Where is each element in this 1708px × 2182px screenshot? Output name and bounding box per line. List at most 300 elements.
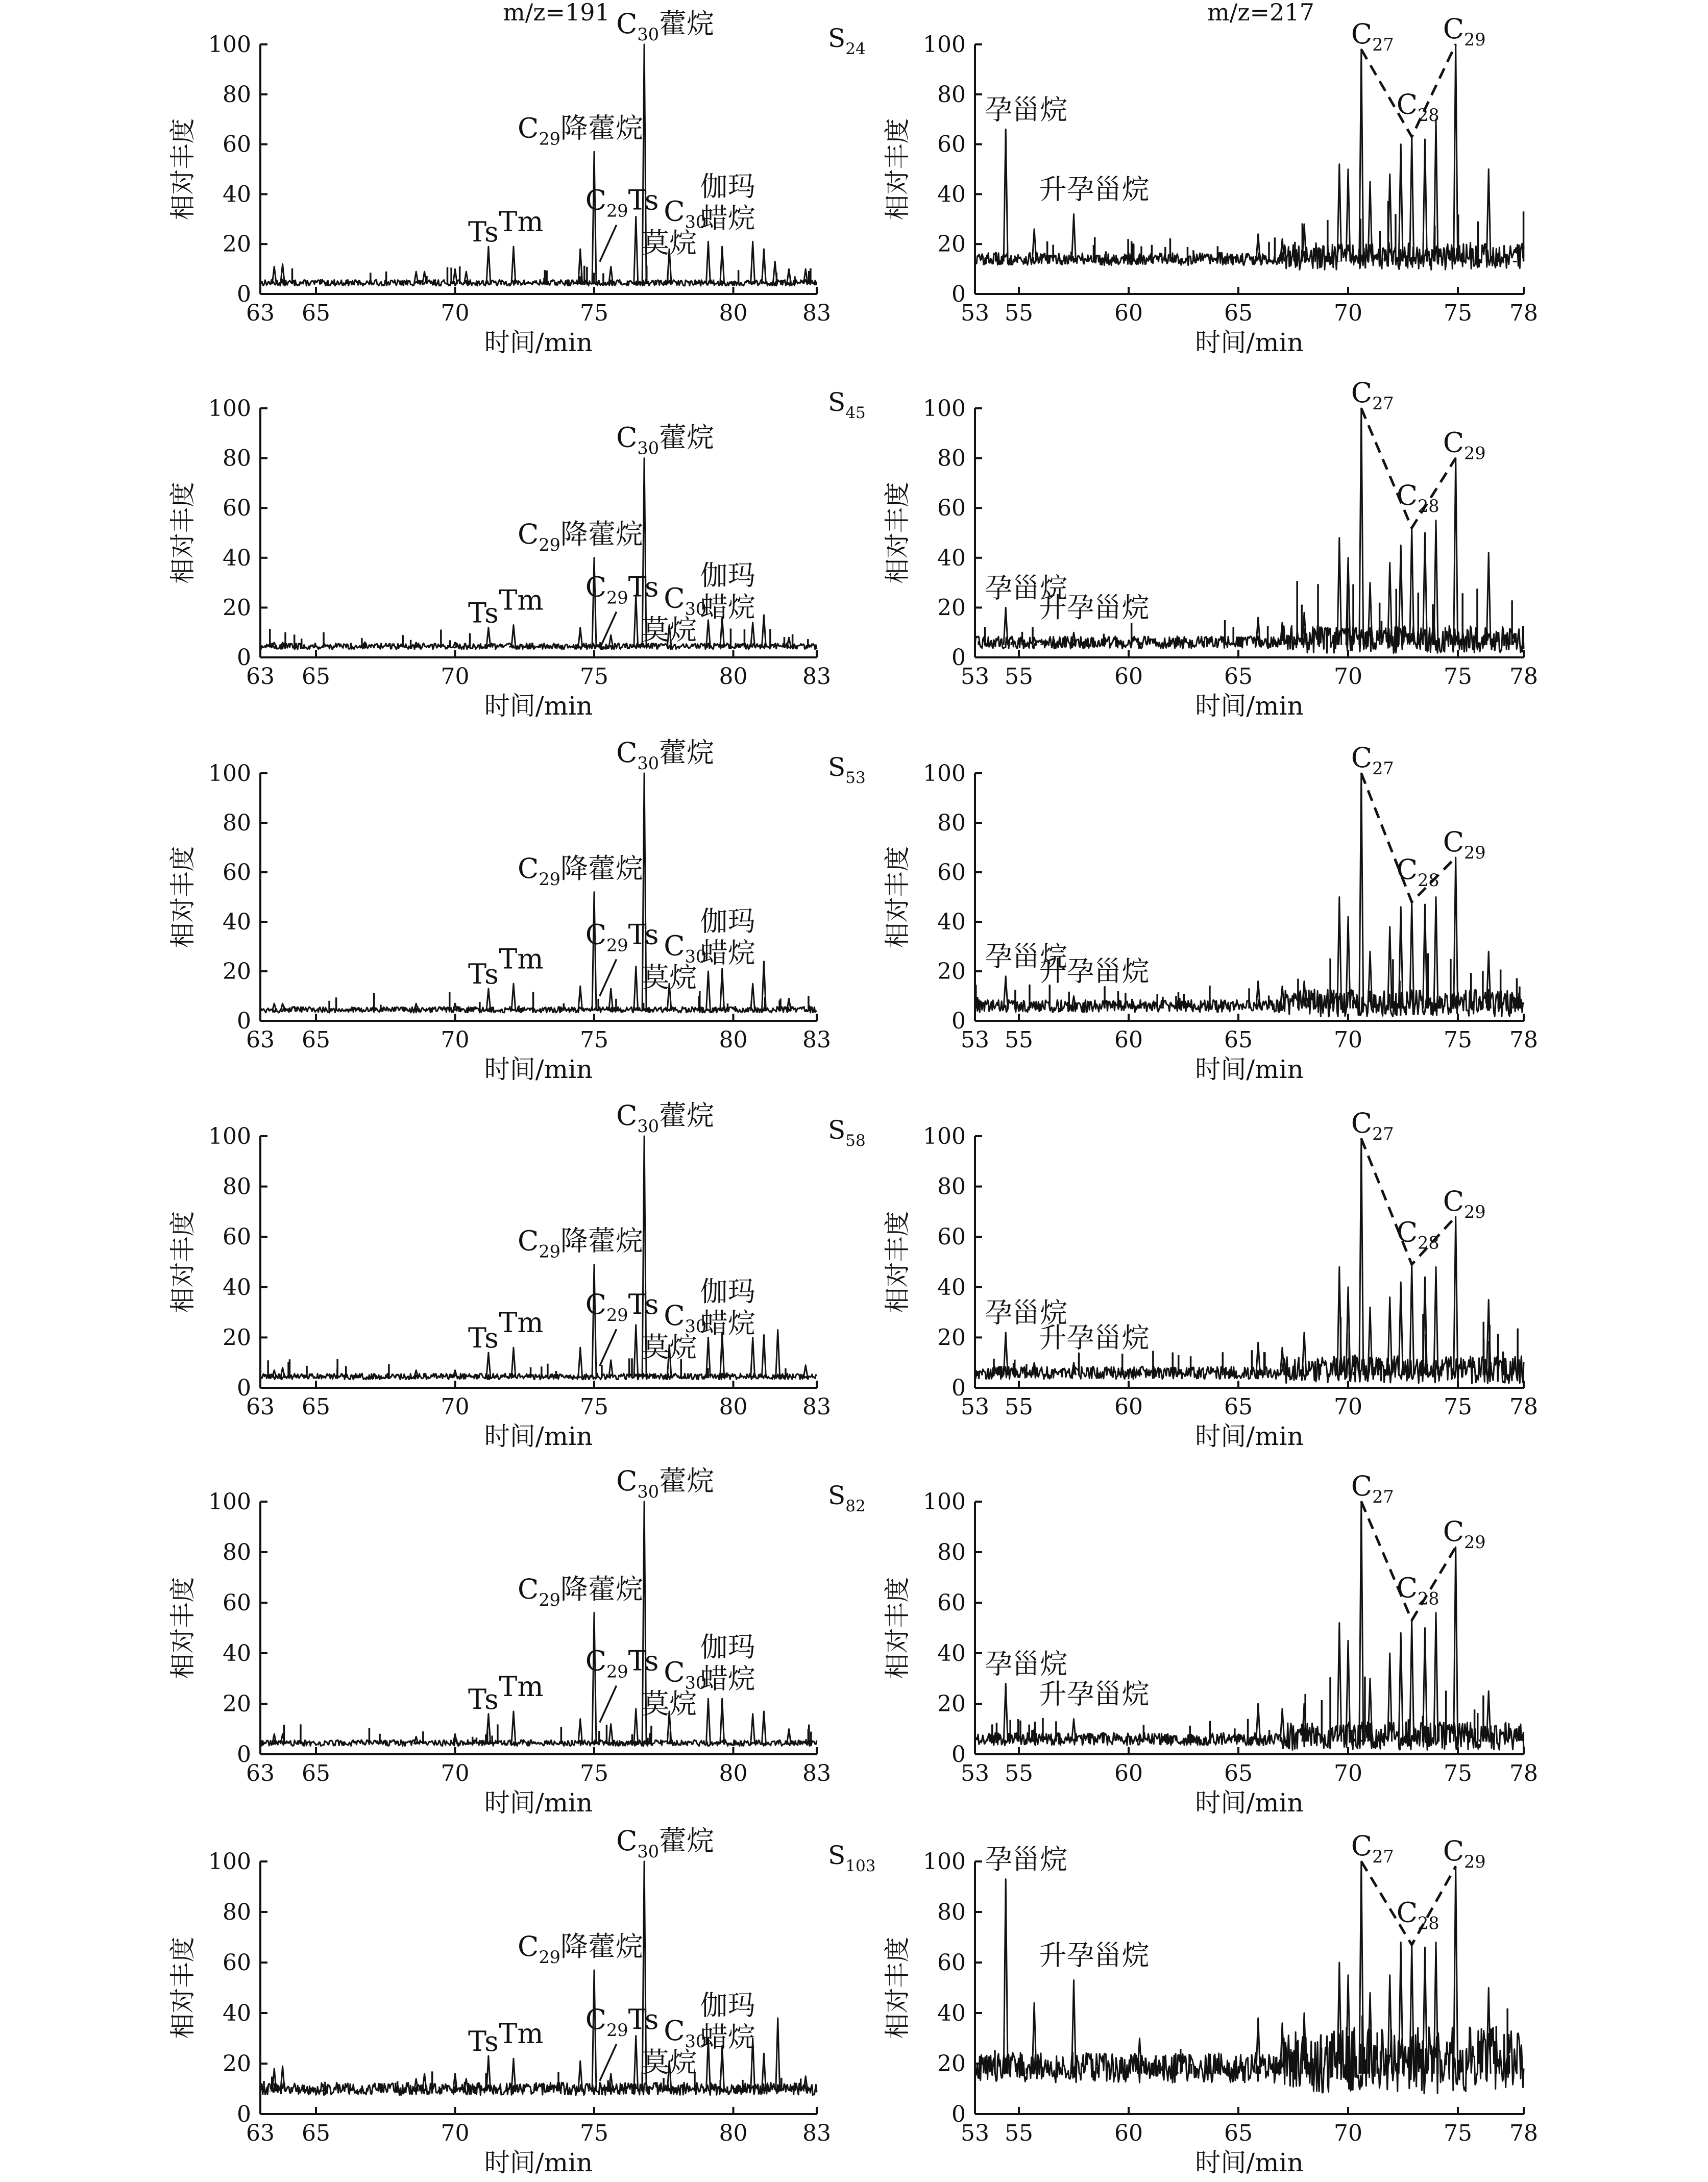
peak bbox=[1337, 1623, 1341, 1742]
y-tick-label: 20 bbox=[937, 959, 966, 985]
label-c27: $C_{27}$ bbox=[1351, 17, 1394, 55]
peak bbox=[1337, 538, 1341, 645]
y-tick-label: 80 bbox=[937, 1539, 966, 1565]
peak bbox=[1004, 976, 1008, 1009]
label-homopregnane: 升孕甾烷 bbox=[1039, 1939, 1150, 1972]
peak bbox=[511, 625, 516, 648]
label-pregnane: 孕甾烷 bbox=[985, 572, 1068, 604]
y-tick-label: 60 bbox=[223, 131, 251, 158]
label-c29-norhopane: $C_{29}$降藿烷 bbox=[518, 1224, 643, 1262]
y-tick-label: 80 bbox=[223, 81, 251, 108]
peak bbox=[1337, 1267, 1341, 1375]
chromatogram-baseline bbox=[975, 1722, 1524, 1750]
peak bbox=[1359, 408, 1363, 645]
label-c29: $C_{29}$ bbox=[1443, 13, 1486, 50]
x-tick-label: 65 bbox=[1224, 1027, 1253, 1053]
peak bbox=[787, 1729, 791, 1745]
peak bbox=[1399, 1282, 1403, 1375]
label-tm: Tm bbox=[499, 2018, 544, 2050]
y-tick-label: 40 bbox=[223, 181, 251, 208]
label-c27: $C_{27}$ bbox=[1351, 1470, 1394, 1507]
label-gammacerane-2: 蜡烷 bbox=[700, 1307, 755, 1340]
y-tick-label: 0 bbox=[951, 645, 966, 671]
label-c29ts: $C_{29}Ts$ bbox=[585, 571, 659, 608]
peak bbox=[511, 984, 516, 1011]
y-tick-label: 40 bbox=[937, 2000, 966, 2026]
x-tick-label: 60 bbox=[1114, 1027, 1143, 1053]
peak bbox=[1072, 1719, 1076, 1742]
y-tick-label: 40 bbox=[937, 1640, 966, 1666]
peak bbox=[592, 1613, 596, 1744]
label-pregnane: 孕甾烷 bbox=[985, 93, 1068, 126]
x-tick-label: 80 bbox=[719, 1760, 748, 1786]
y-tick-label: 60 bbox=[223, 1590, 251, 1616]
label-moretane-name: 莫烷 bbox=[642, 961, 697, 994]
peak bbox=[720, 1699, 724, 1744]
label-c27: $C_{27}$ bbox=[1351, 377, 1394, 413]
label-homopregnane: 升孕甾烷 bbox=[1039, 592, 1150, 624]
peak bbox=[706, 1699, 710, 1744]
label-gammacerane-1: 伽玛 bbox=[700, 905, 755, 938]
y-tick-label: 20 bbox=[223, 1691, 251, 1717]
x-axis-label: 时间/min bbox=[1195, 2148, 1304, 2177]
y-tick-label: 100 bbox=[208, 32, 251, 58]
peak bbox=[453, 269, 457, 284]
peak bbox=[634, 1325, 638, 1378]
label-c29: $C_{29}$ bbox=[1443, 1834, 1486, 1872]
chromatogram-baseline bbox=[975, 242, 1524, 269]
x-tick-label: 75 bbox=[1444, 1027, 1472, 1053]
x-axis-label: 时间/min bbox=[484, 1421, 593, 1451]
x-tick-label: 70 bbox=[1334, 1760, 1362, 1786]
y-tick-label: 0 bbox=[237, 281, 251, 307]
x-tick-label: 70 bbox=[441, 2120, 470, 2146]
y-tick-label: 40 bbox=[937, 181, 966, 208]
x-tick-label: 78 bbox=[1509, 1027, 1538, 1053]
x-tick-label: 78 bbox=[1509, 664, 1538, 690]
y-axis-label: 相对丰度 bbox=[883, 1211, 912, 1313]
peak bbox=[578, 1347, 582, 1378]
peak bbox=[1423, 904, 1427, 1009]
label-c27: $C_{27}$ bbox=[1351, 1107, 1394, 1144]
chromatogram-baseline bbox=[260, 1740, 817, 1746]
leader-line bbox=[600, 1686, 617, 1723]
peak bbox=[1399, 1633, 1403, 1742]
x-tick-label: 75 bbox=[580, 1394, 608, 1420]
x-axis-label: 时间/min bbox=[1195, 328, 1304, 357]
x-tick-label: 65 bbox=[302, 1394, 330, 1420]
peak bbox=[592, 152, 596, 284]
y-axis-label: 相对丰度 bbox=[168, 1936, 198, 2039]
peak bbox=[1256, 2018, 1260, 2074]
x-tick-label: 83 bbox=[802, 1394, 831, 1420]
y-axis-label: 相对丰度 bbox=[168, 1577, 198, 1679]
x-tick-label: 75 bbox=[580, 2120, 608, 2146]
y-tick-label: 80 bbox=[937, 1173, 966, 1200]
peak bbox=[511, 1711, 516, 1744]
x-axis-label: 时间/min bbox=[1195, 1055, 1304, 1084]
x-axis-label: 时间/min bbox=[484, 691, 593, 721]
y-tick-label: 80 bbox=[937, 1899, 966, 1925]
chart-S24-mz191 bbox=[168, 8, 866, 357]
label-c28: $C_{28}$ bbox=[1396, 1572, 1439, 1609]
peak bbox=[486, 989, 491, 1011]
label-c28: $C_{28}$ bbox=[1396, 853, 1439, 891]
label-tm: Tm bbox=[499, 1307, 544, 1339]
y-tick-label: 100 bbox=[208, 396, 251, 422]
label-homopregnane: 升孕甾烷 bbox=[1039, 1321, 1150, 1354]
peak bbox=[762, 1335, 766, 1378]
peak bbox=[1256, 1342, 1260, 1375]
label-gammacerane-1: 伽玛 bbox=[700, 170, 755, 203]
label-pregnane: 孕甾烷 bbox=[985, 1648, 1068, 1680]
y-tick-label: 100 bbox=[923, 1849, 966, 1875]
x-tick-label: 65 bbox=[1224, 1760, 1253, 1786]
x-tick-label: 60 bbox=[1114, 664, 1143, 690]
mz-title-right: m/z=217 bbox=[1207, 0, 1314, 26]
chart-S53-mz217 bbox=[883, 742, 1538, 1084]
label-c27: $C_{27}$ bbox=[1351, 742, 1394, 778]
peak bbox=[1337, 897, 1341, 1009]
label-pregnane: 孕甾烷 bbox=[985, 1296, 1068, 1329]
label-c29-norhopane: $C_{29}$降藿烷 bbox=[518, 1573, 643, 1610]
label-c30-hopane: $C_{30}$藿烷 bbox=[616, 421, 715, 458]
x-tick-label: 65 bbox=[302, 300, 330, 326]
label-ts: Ts bbox=[468, 597, 499, 629]
y-tick-label: 40 bbox=[223, 909, 251, 935]
x-tick-label: 80 bbox=[719, 300, 748, 326]
label-c29: $C_{29}$ bbox=[1443, 1185, 1486, 1222]
y-tick-label: 80 bbox=[223, 1173, 251, 1200]
label-gammacerane-1: 伽玛 bbox=[700, 1276, 755, 1308]
y-tick-label: 40 bbox=[223, 2000, 251, 2026]
y-tick-label: 100 bbox=[208, 1849, 251, 1875]
peak bbox=[1454, 1867, 1458, 2074]
y-axis-label: 相对丰度 bbox=[883, 482, 912, 584]
y-tick-label: 100 bbox=[923, 1489, 966, 1515]
peak bbox=[1486, 553, 1491, 645]
x-tick-label: 53 bbox=[961, 1760, 989, 1786]
y-tick-label: 100 bbox=[208, 761, 251, 787]
peak bbox=[1434, 897, 1438, 1009]
chart-S58-mz191 bbox=[168, 1099, 866, 1451]
y-tick-label: 80 bbox=[937, 445, 966, 472]
leader-line bbox=[600, 1329, 617, 1366]
x-tick-label: 83 bbox=[802, 1027, 831, 1053]
peak bbox=[1399, 144, 1403, 262]
y-axis-label: 相对丰度 bbox=[883, 846, 912, 948]
x-tick-label: 63 bbox=[246, 300, 275, 326]
y-tick-label: 100 bbox=[923, 761, 966, 787]
label-c29ts: $C_{29}Ts$ bbox=[585, 2003, 659, 2040]
y-tick-label: 80 bbox=[223, 1539, 251, 1565]
label-moretane-name: 莫烷 bbox=[642, 614, 697, 646]
label-c28: $C_{28}$ bbox=[1396, 479, 1439, 517]
peak bbox=[486, 247, 491, 284]
peak bbox=[1454, 44, 1458, 261]
x-tick-label: 65 bbox=[302, 664, 330, 690]
x-tick-label: 75 bbox=[1444, 1394, 1472, 1420]
x-tick-label: 70 bbox=[441, 1760, 470, 1786]
y-tick-label: 20 bbox=[937, 2051, 966, 2077]
label-c29-norhopane: $C_{29}$降藿烷 bbox=[518, 518, 643, 555]
x-tick-label: 55 bbox=[1005, 1027, 1033, 1053]
label-c29: $C_{29}$ bbox=[1443, 825, 1486, 863]
peak bbox=[1486, 1988, 1491, 2074]
peak bbox=[1410, 528, 1414, 645]
peak bbox=[1454, 458, 1458, 645]
label-c30-moretane: $C_{30}$ bbox=[664, 1656, 707, 1693]
y-tick-label: 60 bbox=[937, 1224, 966, 1251]
x-tick-label: 75 bbox=[1444, 300, 1472, 326]
sample-label: $S_{45}$ bbox=[828, 387, 866, 422]
y-tick-label: 20 bbox=[223, 595, 251, 621]
chart-S24-mz217 bbox=[883, 13, 1538, 357]
label-c29-norhopane: $C_{29}$降藿烷 bbox=[518, 852, 643, 889]
leader-line bbox=[600, 225, 617, 262]
label-ts: Ts bbox=[468, 2025, 499, 2058]
sample-label: $S_{82}$ bbox=[828, 1481, 866, 1515]
peak bbox=[609, 989, 613, 1011]
label-tm: Tm bbox=[499, 584, 544, 617]
y-tick-label: 0 bbox=[951, 1008, 966, 1034]
x-axis-label: 时间/min bbox=[484, 1055, 593, 1084]
peak bbox=[1410, 137, 1414, 262]
x-tick-label: 75 bbox=[1444, 1760, 1472, 1786]
peak bbox=[1454, 1217, 1458, 1376]
label-c28: $C_{28}$ bbox=[1396, 1896, 1439, 1933]
label-gammacerane-2: 蜡烷 bbox=[700, 937, 755, 969]
peak bbox=[762, 249, 766, 284]
label-c30-hopane: $C_{30}$藿烷 bbox=[616, 1099, 715, 1136]
y-tick-label: 0 bbox=[237, 1008, 251, 1034]
chromatogram-baseline bbox=[975, 1356, 1524, 1384]
sample-label: $S_{24}$ bbox=[828, 23, 866, 58]
label-ts: Ts bbox=[468, 1683, 499, 1715]
peak bbox=[1434, 119, 1438, 262]
label-gammacerane-2: 蜡烷 bbox=[700, 2021, 755, 2053]
peak bbox=[706, 241, 710, 284]
x-tick-label: 65 bbox=[302, 2120, 330, 2146]
peak bbox=[511, 1347, 516, 1378]
label-c30-hopane: $C_{30}$藿烷 bbox=[616, 1465, 715, 1502]
label-moretane-name: 莫烷 bbox=[642, 1687, 697, 1720]
y-tick-label: 60 bbox=[937, 495, 966, 522]
chart-S53-mz191 bbox=[168, 737, 866, 1084]
label-gammacerane-2: 蜡烷 bbox=[700, 591, 755, 623]
x-tick-label: 53 bbox=[961, 1027, 989, 1053]
peak bbox=[720, 247, 724, 284]
label-homopregnane: 升孕甾烷 bbox=[1039, 1678, 1150, 1710]
chart-S45-mz217 bbox=[883, 377, 1538, 721]
peak bbox=[1256, 1704, 1260, 1742]
peak bbox=[578, 627, 582, 647]
x-tick-label: 55 bbox=[1005, 300, 1033, 326]
label-ts: Ts bbox=[468, 216, 499, 249]
x-tick-label: 63 bbox=[246, 1027, 275, 1053]
x-tick-label: 83 bbox=[802, 300, 831, 326]
peak bbox=[1359, 1502, 1363, 1742]
peak bbox=[592, 1264, 596, 1378]
y-axis-label: 相对丰度 bbox=[168, 482, 198, 584]
x-tick-label: 70 bbox=[1334, 300, 1362, 326]
chromatogram-baseline bbox=[260, 1374, 817, 1380]
y-tick-label: 0 bbox=[237, 1375, 251, 1401]
x-tick-label: 55 bbox=[1005, 1394, 1033, 1420]
x-tick-label: 60 bbox=[1114, 1760, 1143, 1786]
label-c29: $C_{29}$ bbox=[1443, 1515, 1486, 1553]
y-tick-label: 0 bbox=[237, 1742, 251, 1768]
peak bbox=[776, 1330, 780, 1378]
y-tick-label: 60 bbox=[223, 495, 251, 522]
x-axis-label: 时间/min bbox=[1195, 1788, 1304, 1818]
peak bbox=[803, 1365, 808, 1378]
y-tick-label: 60 bbox=[223, 1950, 251, 1976]
mz-title-left: m/z=191 bbox=[503, 0, 610, 26]
label-c29ts: $C_{29}Ts$ bbox=[585, 918, 659, 955]
peak bbox=[706, 971, 710, 1011]
peak bbox=[1434, 521, 1438, 645]
chromatogram-baseline bbox=[975, 2027, 1524, 2094]
label-gammacerane-1: 伽玛 bbox=[700, 1989, 755, 2022]
label-c30-hopane: $C_{30}$藿烷 bbox=[616, 1825, 715, 1861]
y-tick-label: 40 bbox=[223, 545, 251, 571]
x-axis-label: 时间/min bbox=[484, 328, 593, 357]
chromatogram-baseline bbox=[975, 626, 1524, 653]
peak bbox=[486, 1353, 491, 1378]
peak bbox=[1032, 229, 1036, 262]
x-tick-label: 63 bbox=[246, 2120, 275, 2146]
label-c30-moretane: $C_{30}$ bbox=[664, 1300, 707, 1337]
label-c29: $C_{29}$ bbox=[1443, 426, 1486, 463]
x-tick-label: 60 bbox=[1114, 300, 1143, 326]
chromatogram-baseline bbox=[260, 2082, 817, 2095]
y-tick-label: 100 bbox=[923, 1123, 966, 1149]
y-tick-label: 100 bbox=[923, 32, 966, 58]
y-tick-label: 60 bbox=[937, 1950, 966, 1976]
leader-line bbox=[600, 2044, 617, 2081]
y-tick-label: 80 bbox=[223, 1899, 251, 1925]
x-tick-label: 53 bbox=[961, 2120, 989, 2146]
peak bbox=[1410, 1264, 1414, 1375]
peak bbox=[486, 1714, 491, 1744]
peak bbox=[1359, 1861, 1363, 2074]
x-tick-label: 80 bbox=[719, 2120, 748, 2146]
peak bbox=[1004, 1879, 1008, 2074]
y-tick-label: 60 bbox=[223, 860, 251, 886]
x-tick-label: 75 bbox=[580, 1760, 608, 1786]
peak bbox=[1423, 533, 1427, 645]
x-tick-label: 55 bbox=[1005, 2120, 1033, 2146]
x-tick-label: 78 bbox=[1509, 1760, 1538, 1786]
peak bbox=[1302, 1333, 1306, 1376]
chart-S58-mz217 bbox=[883, 1107, 1538, 1451]
peak bbox=[1359, 1139, 1363, 1375]
x-tick-label: 65 bbox=[1224, 1394, 1253, 1420]
y-tick-label: 20 bbox=[223, 2051, 251, 2077]
peak bbox=[1072, 1980, 1076, 2074]
label-c29ts: $C_{29}Ts$ bbox=[585, 1645, 659, 1682]
peak bbox=[776, 2018, 780, 2092]
label-c28: $C_{28}$ bbox=[1396, 88, 1439, 125]
y-tick-label: 20 bbox=[937, 1325, 966, 1351]
y-tick-label: 80 bbox=[937, 810, 966, 836]
chart-S45-mz191 bbox=[168, 387, 866, 721]
y-axis-label: 相对丰度 bbox=[883, 118, 912, 220]
chromatogram-baseline bbox=[260, 1007, 817, 1013]
chart-S82-mz217 bbox=[883, 1470, 1538, 1818]
label-c30-moretane: $C_{30}$ bbox=[664, 195, 707, 232]
x-tick-label: 53 bbox=[961, 1394, 989, 1420]
y-tick-label: 40 bbox=[937, 545, 966, 571]
chart-S82-mz191 bbox=[168, 1465, 866, 1818]
label-c27: $C_{27}$ bbox=[1351, 1830, 1394, 1867]
peak bbox=[1004, 1683, 1008, 1742]
x-tick-label: 83 bbox=[802, 1760, 831, 1786]
peak bbox=[751, 984, 755, 1011]
y-tick-label: 20 bbox=[937, 1691, 966, 1717]
label-gammacerane-2: 蜡烷 bbox=[700, 1662, 755, 1695]
label-gammacerane-1: 伽玛 bbox=[700, 559, 755, 592]
x-tick-label: 83 bbox=[802, 2120, 831, 2146]
x-tick-label: 78 bbox=[1509, 300, 1538, 326]
label-gammacerane-2: 蜡烷 bbox=[700, 202, 755, 234]
x-axis-label: 时间/min bbox=[1195, 691, 1304, 721]
y-tick-label: 20 bbox=[937, 231, 966, 258]
label-homopregnane: 升孕甾烷 bbox=[1039, 955, 1150, 988]
peak bbox=[762, 1711, 766, 1744]
peak bbox=[634, 1709, 638, 1744]
chart-S103-mz217 bbox=[883, 1830, 1538, 2177]
y-tick-label: 100 bbox=[923, 396, 966, 422]
y-tick-label: 60 bbox=[937, 860, 966, 886]
peak bbox=[281, 1368, 285, 1378]
peak bbox=[464, 2079, 468, 2092]
chromatogram-baseline bbox=[260, 280, 817, 286]
x-tick-label: 75 bbox=[1444, 664, 1472, 690]
peak bbox=[773, 261, 777, 284]
x-tick-label: 70 bbox=[441, 1027, 470, 1053]
y-tick-label: 20 bbox=[937, 595, 966, 621]
label-tm: Tm bbox=[499, 206, 544, 238]
peak bbox=[634, 216, 638, 284]
x-tick-label: 75 bbox=[1444, 2120, 1472, 2146]
x-axis-label: 时间/min bbox=[1195, 1421, 1304, 1451]
x-tick-label: 65 bbox=[1224, 300, 1253, 326]
y-tick-label: 0 bbox=[951, 1375, 966, 1401]
peak bbox=[1454, 857, 1458, 1009]
x-tick-label: 70 bbox=[1334, 664, 1362, 690]
peak bbox=[511, 247, 516, 284]
x-tick-label: 55 bbox=[1005, 664, 1033, 690]
x-tick-label: 80 bbox=[719, 1394, 748, 1420]
y-axis-label: 相对丰度 bbox=[883, 1936, 912, 2039]
y-axis-label: 相对丰度 bbox=[168, 846, 198, 948]
peak bbox=[751, 241, 755, 284]
y-tick-label: 80 bbox=[223, 810, 251, 836]
peak bbox=[1410, 1621, 1414, 1742]
y-tick-label: 60 bbox=[937, 1590, 966, 1616]
x-tick-label: 53 bbox=[961, 664, 989, 690]
peak bbox=[762, 615, 766, 647]
label-moretane-name: 莫烷 bbox=[642, 227, 697, 259]
x-tick-label: 80 bbox=[719, 664, 748, 690]
leader-line bbox=[600, 959, 617, 996]
x-tick-label: 75 bbox=[580, 664, 608, 690]
peak bbox=[272, 266, 276, 284]
x-tick-label: 70 bbox=[441, 1394, 470, 1420]
label-c29-norhopane: $C_{29}$降藿烷 bbox=[518, 1930, 643, 1967]
